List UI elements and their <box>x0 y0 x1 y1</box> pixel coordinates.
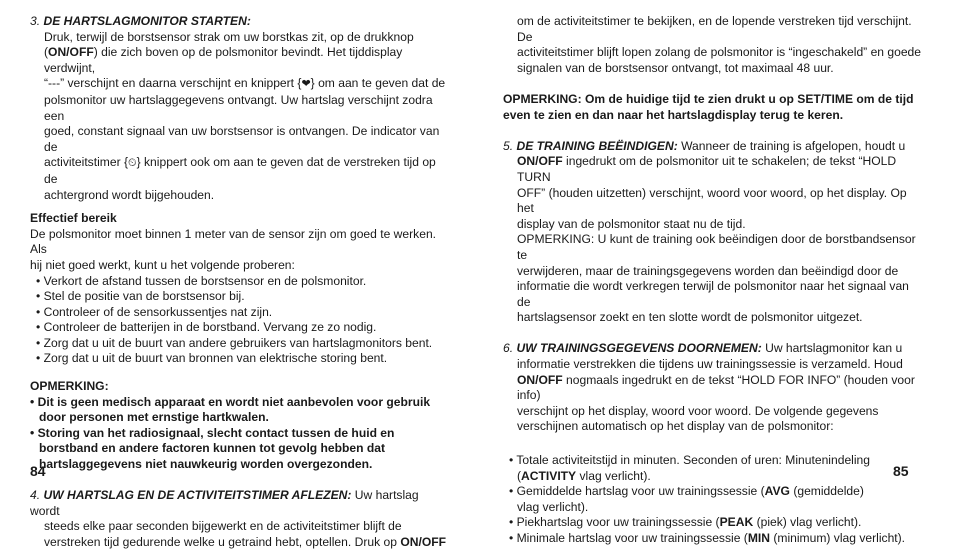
min-flag-label: MIN <box>747 531 770 545</box>
page-number-right: 85 <box>893 463 909 479</box>
step-5-line-6: verwijderen, maar de trainingsgegevens worden dan beëindigd door de <box>517 263 899 278</box>
step-6-title: UW TRAININGSGEGEVENS DOORNEMEN: <box>516 341 762 356</box>
note-time-line-2: even te zien en dan naar het hartslagdisplay terug te keren. <box>503 107 844 122</box>
avg-flag-label: AVG <box>764 484 790 499</box>
data-bullet-minimum <box>503 531 921 547</box>
note-heading: OPMERKING: <box>30 379 109 394</box>
range-bullet: • Controleer de batterijen in de borstband. Vervang ze zo nodig. <box>36 320 377 335</box>
text-span: vlag verlicht). <box>576 468 651 483</box>
page-number-left: 84 <box>30 463 46 479</box>
step-5-line-2 <box>503 154 921 185</box>
step-6-line-2: informatie verstrekken die tijdens uw trainingssessie is verzameld. Houd <box>517 357 903 372</box>
step-6-number: 6. <box>503 341 514 356</box>
range-bullet: • Zorg dat u uit de buurt van bronnen van elektrische storing bent. <box>36 351 388 366</box>
effective-range-line-1: De polsmonitor moet binnen 1 meter van de sensor zijn om goed te werken. Als <box>30 226 437 257</box>
step-5-heading-line <box>503 139 921 155</box>
text-span: } knippert ook om aan te geven dat de verstreken tijd op de <box>44 155 436 186</box>
step-3-line-7: achtergrond wordt bijgehouden. <box>44 187 215 202</box>
on-off-label: ON/OFF <box>517 154 563 169</box>
step-3-number: 3. <box>30 14 41 28</box>
text-span: Wanneer de training is afgelopen, houdt u <box>677 138 906 153</box>
heart-icon: ❤ <box>301 78 311 91</box>
step-4-cont-line-3: signalen van de borstsensor ontvangt, tot maximaal 48 uur. <box>517 60 834 75</box>
note-time-line-1: OPMERKING: Om de huidige tijd te zien drukt u op SET/TIME om de tijd <box>503 91 914 106</box>
step-3-title: DE HARTSLAGMONITOR STARTEN: <box>43 14 251 28</box>
text-span: activiteitstimer { <box>44 155 129 170</box>
step-6-line-3 <box>503 373 921 404</box>
step-5-line-8: hartslagsensor zoekt en ten slotte wordt de polsmonitor uitgezet. <box>517 310 863 325</box>
text-span: ingedrukt om de polsmonitor uit te schakelen; de tekst “HOLD TURN <box>517 154 897 184</box>
left-page-column <box>30 14 448 551</box>
step-4-cont-line-1: om de activiteitstimer te bekijken, en de lopende verstreken tijd verschijnt. De <box>517 14 912 44</box>
spacer <box>503 76 921 92</box>
text-span: verstreken tijd gedurende welke u getraind hebt, optellen. Druk op <box>44 535 401 549</box>
text-span: “---” verschijnt en daarna verschijnt en knippert { <box>44 76 302 91</box>
range-bullet: • Stel de positie van de borstsensor bij. <box>36 289 245 304</box>
step-6-line-4: verschijnt op het display, woord voor woord. De volgende gegevens <box>517 403 879 418</box>
step-3-line-5: goed, constant signaal van uw borstsensor is ontvangen. De indicator van de <box>44 124 440 154</box>
data-bullet-peak <box>503 515 921 531</box>
step-4-heading-line <box>30 488 448 519</box>
step-4-number: 4. <box>30 488 41 503</box>
data-bullet-average-line-2: vlag verlicht). <box>517 499 589 514</box>
step-3-line-4: polsmonitor uw hartslaggegevens ontvangt. Uw hartslag verschijnt zodra een <box>44 92 433 123</box>
data-bullet-average <box>503 484 921 500</box>
text-span: } om aan te geven dat de <box>310 76 446 91</box>
note-bullet-interference: • Storing van het radiosignaal, slecht contact tussen de huid en borstband en andere factoren kunnen tot gevolg hebben dat hartslaggegevens niet nauwkeurig worden overgezonden. <box>30 425 395 472</box>
data-bullet-activity: • Totale activiteitstijd in minuten. Seconden of uren: Minutenindeling <box>509 453 870 468</box>
text-span: (minimum) vlag verlicht). <box>769 531 906 545</box>
step-3-line-1: Druk, terwijl de borstsensor strak om uw borstkas zit, op de drukknop <box>44 29 414 44</box>
step-3-line-3 <box>30 76 448 93</box>
on-off-label: ON/OFF <box>517 372 563 387</box>
stopwatch-icon: ⏲ <box>128 157 137 170</box>
step-6-line-5: verschijnen automatisch op het display van de polsmonitor: <box>517 419 834 434</box>
spacer <box>30 367 448 379</box>
spacer <box>503 326 921 342</box>
step-4-line-3 <box>30 535 448 551</box>
text-span: • Minimale hartslag voor uw trainingssessie ( <box>509 531 748 545</box>
text-span: ( <box>517 468 522 483</box>
effective-range-heading: Effectief bereik <box>30 211 117 226</box>
note-bullet-medical: • Dit is geen medisch apparaat en wordt niet aanbevolen voor gebruik door personen met ernstige hartkwalen. <box>30 394 431 425</box>
text-span: (gemiddelde) <box>789 484 864 499</box>
step-5-line-7: informatie die wordt verkregen terwijl de polsmonitor naar het signaal van de <box>517 279 909 309</box>
text-span: Uw hartslag wordt <box>30 488 419 518</box>
right-page-column <box>503 14 921 547</box>
step-4-title: UW HARTSLAG EN DE ACTIVITEITSTIMER AFLEZEN: <box>43 488 352 503</box>
step-4-cont-line-2: activiteitstimer blijft lopen zolang de polsmonitor is “ingeschakeld” en goede <box>517 45 922 60</box>
text-span: • Gemiddelde hartslag voor uw trainingssessie ( <box>509 484 765 499</box>
peak-flag-label: PEAK <box>719 515 754 530</box>
step-5-line-3: OFF” (houden uitzetten) verschijnt, woord voor woord, op het display. Op het <box>517 185 907 216</box>
on-off-label: ON/OFF <box>48 45 94 60</box>
step-5-line-5: OPMERKING: U kunt de training ook beëindigen door de borstbandsensor te <box>517 232 916 262</box>
data-bullet-activity-line-2 <box>503 469 921 485</box>
step-5-line-4: display van de polsmonitor staat nu de tijd. <box>517 216 746 231</box>
on-off-label: ON/OFF <box>400 535 446 549</box>
range-bullet: • Zorg dat u uit de buurt van andere gebruikers van hartslagmonitors bent. <box>36 335 433 350</box>
spacer <box>503 123 921 139</box>
text-span: • Piekhartslag voor uw trainingssessie ( <box>509 515 720 530</box>
range-bullet: • Controleer of de sensorkussentjes nat zijn. <box>36 304 273 319</box>
step-4-line-2: steeds elke paar seconden bijgewerkt en de activiteitstimer blijft de <box>44 519 402 534</box>
spacer <box>30 203 448 211</box>
spacer <box>30 473 448 489</box>
text-span: (piek) vlag verlicht). <box>753 515 862 530</box>
activity-flag-label: ACTIVITY <box>521 468 577 483</box>
range-bullet: • Verkort de afstand tussen de borstsensor en de polsmonitor. <box>36 273 367 288</box>
step-5-number: 5. <box>503 138 514 153</box>
spacer <box>503 435 921 453</box>
step-3-line-6 <box>30 155 448 187</box>
step-3-line-2 <box>30 45 448 76</box>
effective-range-line-2: hij niet goed werkt, kunt u het volgende proberen: <box>30 257 295 272</box>
step-3-heading-line <box>30 14 448 30</box>
text-span: Uw hartslagmonitor kan u <box>761 341 903 356</box>
text-span: nogmaals ingedrukt en de tekst “HOLD FOR INFO” (houden voor info) <box>517 372 915 403</box>
text-span: ) die zich boven op de polsmonitor bevindt. Het tijddisplay verdwijnt, <box>44 45 403 75</box>
step-6-heading-line <box>503 341 921 357</box>
step-5-title: DE TRAINING BEËINDIGEN: <box>516 138 678 153</box>
text-span: ( <box>44 45 49 60</box>
